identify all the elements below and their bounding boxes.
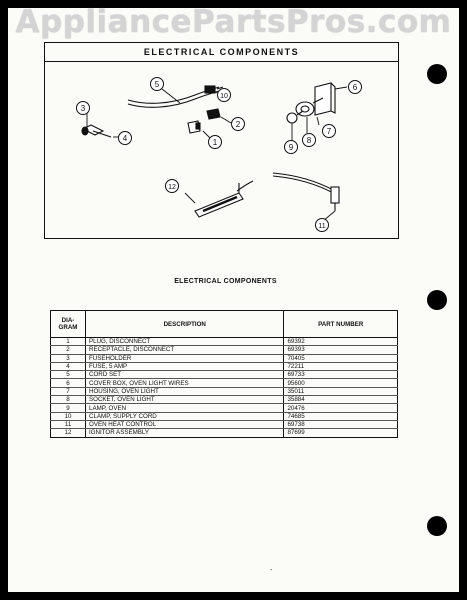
callout-3: 3	[80, 104, 86, 113]
callout-8: 8	[306, 136, 312, 145]
punch-hole-middle	[427, 290, 447, 310]
row-diagram: 7	[51, 387, 86, 395]
row-part-number: 69393	[284, 346, 398, 354]
diagram-title: ELECTRICAL COMPONENTS	[45, 43, 398, 62]
row-description: CLAMP, SUPPLY CORD	[86, 412, 284, 420]
row-part-number: 35011	[284, 387, 398, 395]
row-diagram: 1	[51, 338, 86, 346]
row-diagram: 10	[51, 412, 86, 420]
row-description: COVER BOX, OVEN LIGHT WIRES	[86, 379, 284, 387]
row-part-number: 69738	[284, 420, 398, 428]
row-description: RECEPTACLE, DISCONNECT	[86, 346, 284, 354]
callout-11: 11	[318, 223, 326, 230]
callout-4: 4	[122, 134, 128, 143]
row-diagram: 6	[51, 379, 86, 387]
header-part-number: PART NUMBER	[284, 311, 398, 338]
callout-10: 10	[220, 93, 228, 100]
row-diagram: 3	[51, 354, 86, 362]
punch-hole-bottom	[427, 516, 447, 536]
row-diagram: 12	[51, 429, 86, 437]
table-row	[51, 412, 398, 420]
cord-plug-drawing	[205, 86, 215, 93]
footer-mark: -	[270, 567, 273, 574]
row-description: HOUSING, OVEN LIGHT	[86, 387, 284, 395]
oven-lamp-drawing	[287, 113, 297, 123]
watermark: AppliancePartsPros.com	[15, 4, 452, 40]
diagram-panel	[44, 42, 399, 239]
table-row	[51, 371, 398, 379]
row-part-number: 20476	[284, 404, 398, 412]
table-row	[51, 346, 398, 354]
row-description: OVEN HEAT CONTROL	[86, 420, 284, 428]
row-part-number: 69392	[284, 338, 398, 346]
receptacle-disconnect-drawing	[207, 109, 220, 119]
table-row	[51, 404, 398, 412]
callout-5: 5	[154, 80, 160, 89]
table-row	[51, 338, 398, 346]
header-diagram-line2: GRAM	[58, 324, 78, 331]
parts-table	[50, 310, 398, 438]
parts-list-heading: ELECTRICAL COMPONENTS	[174, 278, 277, 285]
table-row	[51, 396, 398, 404]
callout-7: 7	[326, 127, 332, 136]
row-diagram: 11	[51, 420, 86, 428]
callout-12: 12	[168, 184, 176, 191]
row-diagram: 5	[51, 371, 86, 379]
punch-hole-top	[427, 64, 447, 84]
row-part-number: 72211	[284, 362, 398, 370]
row-part-number: 70405	[284, 354, 398, 362]
row-part-number: 69733	[284, 371, 398, 379]
cover-box-drawing	[315, 83, 331, 115]
header-diagram-line1: DIA-	[61, 317, 75, 324]
table-row	[51, 362, 398, 370]
header-diagram	[51, 311, 86, 338]
row-diagram: 4	[51, 362, 86, 370]
table-header-row	[51, 311, 398, 338]
row-description: PLUG, DISCONNECT	[86, 338, 284, 346]
row-description: CORD SET	[86, 371, 284, 379]
row-description: IGNITOR ASSEMBLY	[86, 429, 284, 437]
table-row	[51, 420, 398, 428]
callout-9: 9	[288, 143, 294, 152]
row-diagram: 9	[51, 404, 86, 412]
row-part-number: 74685	[284, 412, 398, 420]
row-diagram: 8	[51, 396, 86, 404]
callout-1: 1	[212, 138, 218, 147]
callout-6: 6	[352, 83, 358, 92]
row-description: FUSE, 5 AMP	[86, 362, 284, 370]
row-part-number: 35884	[284, 396, 398, 404]
row-part-number: 87699	[284, 429, 398, 437]
table-row	[51, 379, 398, 387]
header-description: DESCRIPTION	[86, 311, 284, 338]
row-diagram: 2	[51, 346, 86, 354]
callout-2: 2	[235, 120, 241, 129]
row-part-number: 95600	[284, 379, 398, 387]
row-description: LAMP, OVEN	[86, 404, 284, 412]
row-description: SOCKET, OVEN LIGHT	[86, 396, 284, 404]
row-description: FUSEHOLDER	[86, 354, 284, 362]
exploded-parts-diagram	[45, 43, 400, 240]
table-row	[51, 429, 398, 437]
table-row	[51, 387, 398, 395]
table-row	[51, 354, 398, 362]
